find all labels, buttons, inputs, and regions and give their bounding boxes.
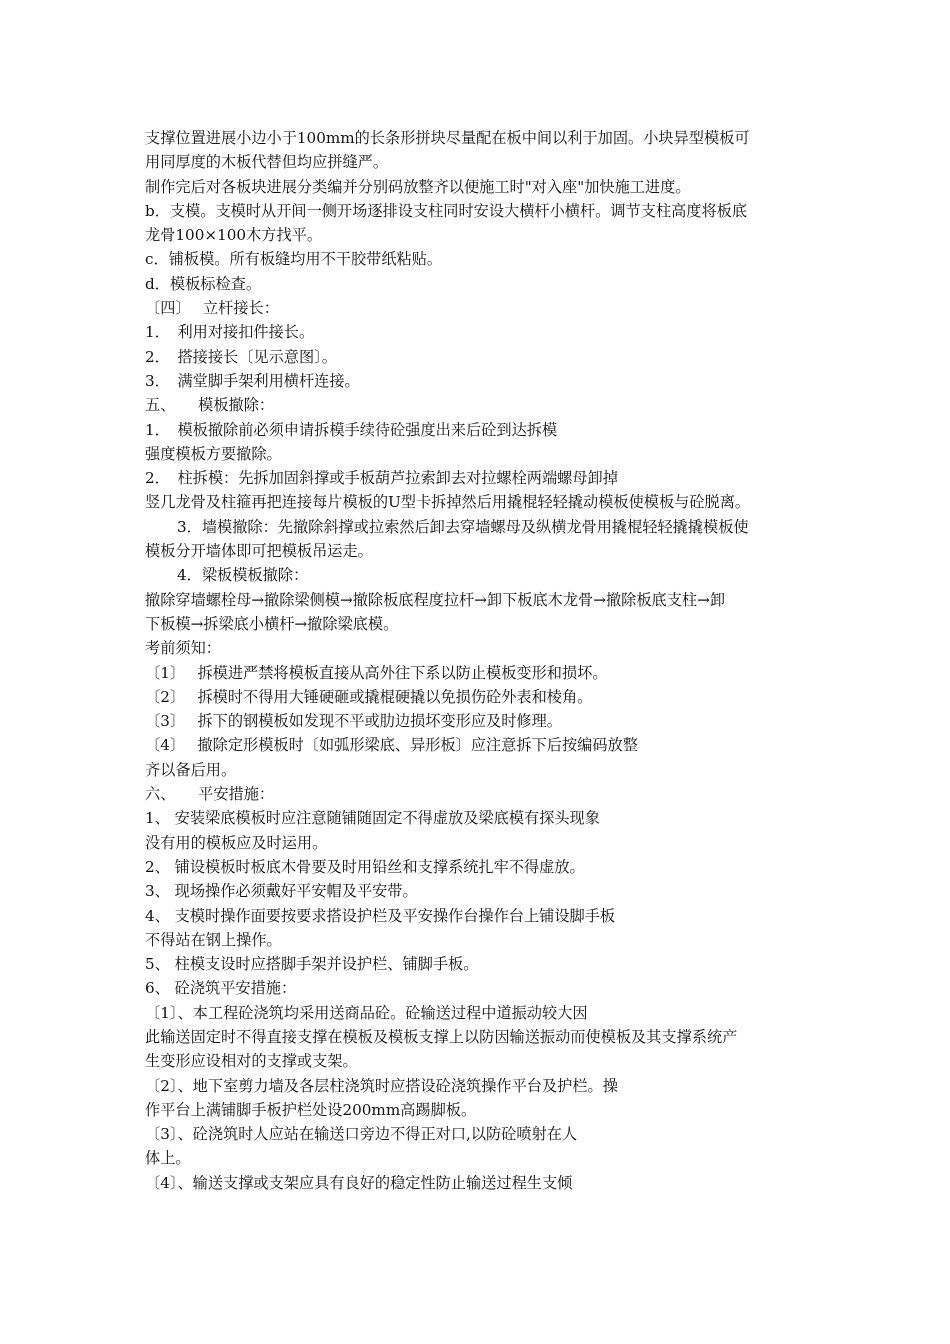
text-line: 4．梁板模板撤除： <box>177 566 309 585</box>
text-line: 〔1〕 拆模进严禁将模板直接从高外往下系以防止模板变形和损坏。 <box>145 663 608 682</box>
document-page <box>145 126 825 1195</box>
text-line: 〔2〕、地下室剪力墙及各层柱浇筑时应搭设砼浇筑操作平台及护栏。操 <box>145 1076 618 1095</box>
text-line: c．铺板模。所有板缝均用不干胶带纸粘贴。 <box>145 250 443 269</box>
text-line: 3、 现场操作必须戴好平安帽及平安带。 <box>145 882 418 901</box>
text-line: 3．墙模撤除：先撤除斜撑或拉索然后卸去穿墙螺母及纵横龙骨用撬棍轻轻撬撬模板使 <box>177 517 749 536</box>
text-line: 6、 砼浇筑平安措施： <box>145 979 297 998</box>
text-line: 撤除穿墙螺栓母→撤除梁侧模→撤除板底程度拉杆→卸下板底木龙骨→撤除板底支柱→卸 <box>145 590 726 609</box>
section-heading: 〔四〕 立杆接长： <box>145 299 279 318</box>
text-line: 2． 搭接接长〔见示意图〕。 <box>145 347 337 366</box>
text-line: 4、 支模时操作面要按要求搭设护栏及平安操作台操作台上铺设脚手板 <box>145 906 616 925</box>
section-heading: 五、 模板撤除： <box>145 396 275 415</box>
text-line: 龙骨100×100木方找平。 <box>145 226 323 245</box>
text-line: 生变形应设相对的支撑或支架。 <box>145 1052 358 1071</box>
text-line: 5、 柱模支设时应搭脚手架并设护栏、铺脚手板。 <box>145 955 479 974</box>
text-line: 支撑位置进展小边小于100mm的长条形拼块尽量配在板中间以利于加固。小块异型模板可 <box>145 129 750 147</box>
text-line: 作平台上满铺脚手板护栏处设200mm高踢脚板。 <box>145 1100 477 1119</box>
text-line: 1、 安装梁底模板时应注意随铺随固定不得虚放及梁底模有探头现象 <box>145 809 600 828</box>
text-line: 1． 利用对接扣件接长。 <box>145 323 315 342</box>
text-line: d．模板标检查。 <box>145 274 262 293</box>
text-line: 此输送固定时不得直接支撑在模板及模板支撑上以防因输送振动而使模板及其支撑系统产 <box>145 1027 738 1046</box>
text-line: 1． 模板撤除前必须申请拆模手续待砼强度出来后砼到达拆模 <box>145 420 558 439</box>
section-heading: 考前须知： <box>145 639 221 658</box>
text-line: 2． 柱拆模：先拆加固斜撑或手板葫芦拉索卸去对拉螺栓两端螺母卸掉 <box>145 469 618 488</box>
text-line: 竖几龙骨及柱箍再把连接每片模板的U型卡拆掉然后用撬棍轻轻撬动模板使模板与砼脱离。 <box>145 493 751 512</box>
text-line: 2、 铺设模板时板底木骨要及时用铅丝和支撑系统扎牢不得虚放。 <box>145 857 585 876</box>
text-line: 〔1〕、本工程砼浇筑均采用送商品砼。砼输送过程中道振动较大因 <box>145 1003 588 1022</box>
text-line: 用同厚度的木板代替但均应拼缝严。 <box>145 153 388 172</box>
text-line: 〔4〕、输送支撑或支架应具有良好的稳定性防止输送过程生支倾 <box>145 1173 573 1192</box>
section-heading: 六、 平安措施： <box>145 785 275 804</box>
text-line: 3． 满堂脚手架利用横杆连接。 <box>145 371 360 390</box>
text-line: 齐以备后用。 <box>145 760 237 779</box>
text-line: 〔3〕、砼浇筑时人应站在输送口旁边不得正对口,以防砼喷射在人 <box>145 1125 578 1144</box>
text-line: b．支模。支模时从开间一侧开场逐排设支柱同时安设大横杆小横杆。调节支柱高度将板底 <box>145 201 748 220</box>
text-line: 模板分开墙体即可把模板吊运走。 <box>145 542 373 561</box>
text-line: 〔3〕 拆下的钢模板如发现不平或肋边损坏变形应及时修理。 <box>145 712 562 731</box>
text-line: 下板模→拆梁底小横杆→撤除梁底模。 <box>145 614 399 633</box>
text-line: 强度模板方要撤除。 <box>145 444 282 463</box>
text-line: 没有用的模板应及时运用。 <box>145 833 328 852</box>
text-line: 体上。 <box>145 1149 191 1168</box>
text-line: 〔4〕 撤除定形模板时〔如弧形梁底、异形板〕应注意拆下后按编码放整 <box>145 736 638 755</box>
text-line: 不得站在钢上操作。 <box>145 930 282 949</box>
text-line: 制作完后对各板块进展分类编并分别码放整齐以便施工时"对入座"加快施工进度。 <box>145 177 691 196</box>
text-line: 〔2〕 拆模时不得用大锤硬砸或撬棍硬撬以免损伤砼外表和棱角。 <box>145 687 593 706</box>
